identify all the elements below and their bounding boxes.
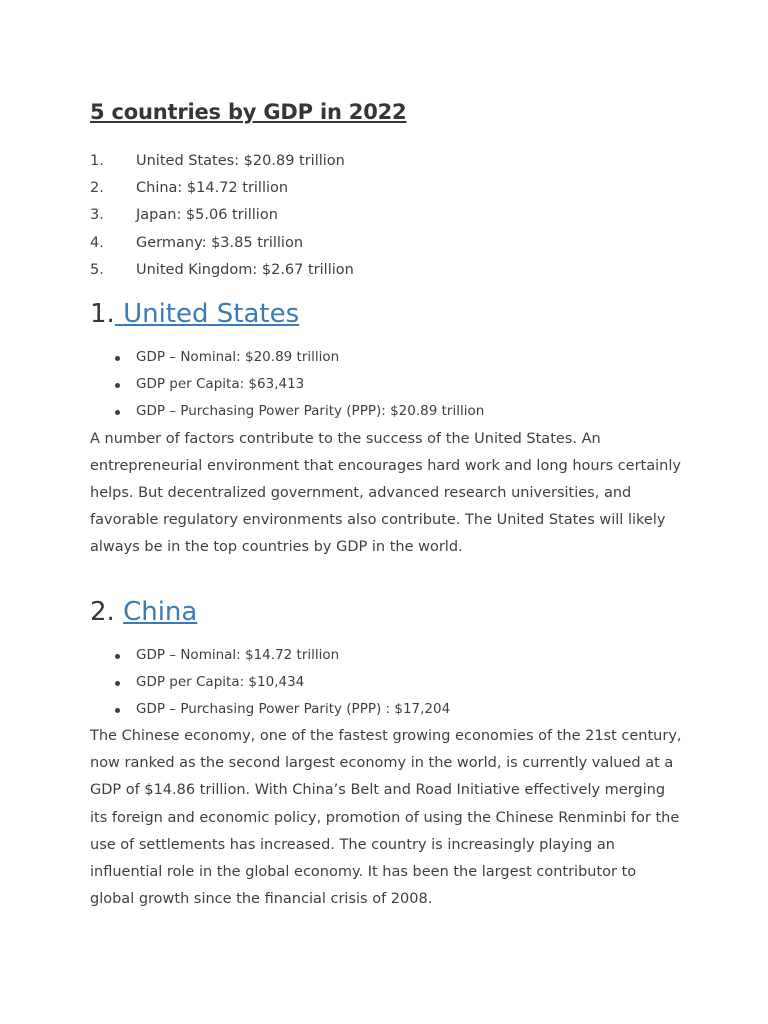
ranking-number: 3. — [90, 207, 104, 224]
section-heading-china — [90, 595, 682, 629]
bullet-icon — [115, 356, 120, 361]
ranking-text: United Kingdom: $2.67 trillion — [136, 261, 354, 278]
stat-text: GDP – Nominal: $14.72 trillion — [136, 646, 340, 663]
bullet-icon — [115, 654, 120, 659]
united-states-stats-list — [90, 344, 682, 426]
stat-item — [136, 398, 682, 425]
united-states-link[interactable]: United States — [114, 298, 300, 329]
bullet-icon — [115, 681, 120, 686]
ranking-item — [90, 202, 682, 229]
ranking-text: China: $14.72 trillion — [136, 180, 289, 197]
document-content — [90, 96, 682, 914]
stat-text: GDP – Purchasing Power Parity (PPP) : $17,204 — [136, 700, 451, 717]
section-heading-united-states — [90, 297, 682, 331]
ranking-text: Germany: $3.85 trillion — [136, 234, 304, 251]
ranking-number: 2. — [90, 180, 104, 197]
stat-item — [136, 371, 682, 398]
china-stats-list — [90, 642, 682, 724]
ranking-item — [90, 257, 682, 284]
section-number: 2. — [90, 596, 115, 627]
stat-item — [136, 344, 682, 371]
ranking-text: Japan: $5.06 trillion — [136, 207, 278, 224]
ranking-item — [90, 175, 682, 202]
china-link[interactable]: China — [123, 596, 198, 627]
ranking-number: 4. — [90, 234, 104, 251]
bullet-icon — [115, 383, 120, 388]
stat-item — [136, 642, 682, 669]
china-paragraph: The Chinese economy, one of the fastest growing economies of the 21st century, now ranked as the second largest economy in the world, is currently valued at a GDP of $14.86 trillion. With China’s Belt and Road Initiative effectively merging its foreign and economic policy, promotion of using the Chinese Renminbi for the use of settlements has increased. The country is increasingly playing an influential role in the global economy. It has been the largest contributor to global growth since the financial crisis of 2008. — [90, 728, 682, 908]
document-title: 5 countries by GDP in 2022 — [90, 100, 407, 124]
stat-item — [136, 669, 682, 696]
united-states-paragraph: A number of factors contribute to the success of the United States. An entrepreneurial environment that encourages hard work and long hours certainly helps. But decentralized government, advanced research universities, and favorable regulatory environments also contribute. The United States will likely always be in the top countries by GDP in the world. — [90, 430, 681, 556]
gdp-ranking-list — [90, 148, 682, 284]
ranking-item — [90, 148, 682, 175]
ranking-text: United States: $20.89 trillion — [136, 153, 345, 169]
bullet-icon — [115, 410, 120, 415]
stat-text: GDP – Nominal: $20.89 trillion — [136, 348, 340, 365]
bullet-icon — [115, 708, 120, 713]
stat-text: GDP – Purchasing Power Parity (PPP): $20.89 trillion — [136, 403, 485, 420]
ranking-number: 5. — [90, 261, 104, 278]
stat-text: GDP per Capita: $63,413 — [136, 376, 305, 393]
ranking-number: 1. — [90, 153, 104, 169]
stat-item — [136, 696, 682, 723]
stat-text: GDP per Capita: $10,434 — [136, 673, 305, 690]
ranking-item — [90, 230, 682, 257]
section-number: 1. — [90, 298, 115, 329]
